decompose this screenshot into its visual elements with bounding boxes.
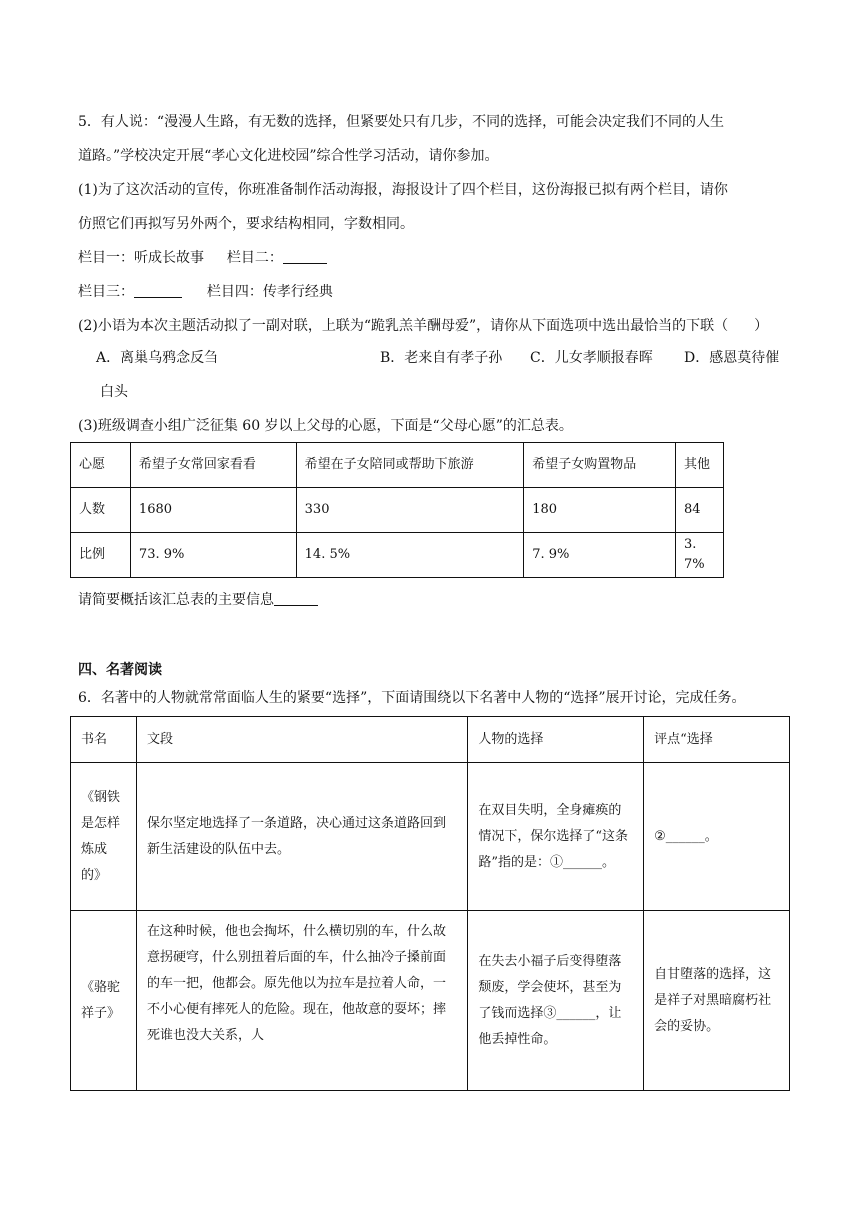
table-cell: 其他 — [675, 443, 723, 488]
table-row — [71, 763, 790, 911]
book-title: 《骆驼祥子》 — [71, 911, 137, 1091]
comment: 自甘堕落的选择，这是祥子对黑暗腐朽社会的妥协。 — [644, 911, 790, 1091]
q5-sub1-line2: 仿照它们再拟写另外两个，要求结构相同，字数相同。 — [78, 216, 414, 232]
table-cell: 人数 — [71, 488, 131, 533]
table-cell: 3. 7% — [675, 533, 723, 578]
option-a: A．离巢乌鸦念反刍 — [96, 350, 219, 366]
table-cell: 330 — [296, 488, 524, 533]
table-header-row — [71, 717, 790, 763]
column-4: 栏目四：传孝行经典 — [206, 284, 333, 300]
summary-line — [78, 590, 318, 610]
character-choice: 在双目失明，全身瘫痪的情况下，保尔选择了“这条路”指的是：①______。 — [468, 763, 644, 911]
option-c: C．儿女孝顺报春晖 — [530, 350, 653, 366]
table-row — [71, 443, 724, 488]
classics-table — [70, 716, 790, 1091]
table-cell: 希望子女购置物品 — [524, 443, 676, 488]
table-cell: 心愿 — [71, 443, 131, 488]
table-cell: 比例 — [71, 533, 131, 578]
summary-blank[interactable] — [274, 591, 318, 606]
table-cell: 14. 5% — [296, 533, 524, 578]
q5-sub2-close: ） — [754, 318, 769, 334]
section-title: 四、名著阅读 — [78, 662, 162, 678]
column-line-2 — [78, 282, 333, 302]
q6-intro: 6．名著中的人物就常常面临人生的紧要“选择”，下面请围绕以下名著中人物的“选择”展开讨论，完成任务。 — [78, 690, 746, 706]
column-3-blank[interactable] — [134, 283, 182, 298]
q5-intro-line1: 5．有人说：“漫漫人生路，有无数的选择，但紧要处只有几步，不同的选择，可能会决定我们不同的人生 — [78, 114, 725, 130]
passage: 保尔坚定地选择了一条道路，决心通过这条道路回到新生活建设的队伍中去。 — [136, 763, 467, 911]
table-cell: 73. 9% — [130, 533, 296, 578]
q5-sub2-text: (2)小语为本次主题活动拟了一副对联，上联为“跪乳羔羊酬母爱”，请你从下面选项中选出最恰当的下联（ — [78, 318, 729, 334]
header-cell: 人物的选择 — [468, 717, 644, 763]
table-cell: 180 — [524, 488, 676, 533]
character-choice: 在失去小福子后变得堕落颓废，学会使坏，甚至为了钱而选择③______，让他丢掉性命。 — [468, 911, 644, 1091]
column-2-blank[interactable] — [283, 249, 327, 264]
option-d: D．感恩莫待催 — [684, 350, 780, 366]
table-row — [71, 533, 724, 578]
column-3-label: 栏目三： — [78, 284, 134, 300]
passage: 在这种时候，他也会掏坏，什么横切别的车，什么故意拐硬穹，什么别扭着后面的车，什么抽冷子搡前面的车一把，他都会。原先他以为拉车是拉着人命，一不小心便有摔死人的危险。现在，他故意的耍坏；摔死谁也没大关系，人 — [136, 911, 467, 1091]
option-b: B．老来自有孝子孙 — [380, 350, 503, 366]
q5-sub1-line1: (1)为了这次活动的宣传，你班准备制作活动海报，海报设计了四个栏目，这份海报已拟有两个栏目，请你 — [78, 182, 728, 198]
table-cell: 希望在子女陪同或帮助下旅游 — [296, 443, 524, 488]
table-cell: 希望子女常回家看看 — [130, 443, 296, 488]
table-row — [71, 911, 790, 1091]
header-cell: 评点“选择 — [644, 717, 790, 763]
option-d-cont: 白头 — [100, 384, 128, 400]
q5-sub2 — [78, 316, 768, 336]
table-row — [71, 488, 724, 533]
table-cell: 7. 9% — [524, 533, 676, 578]
wish-survey-table — [70, 442, 724, 578]
comment: ②______。 — [644, 763, 790, 911]
q5-intro-line2: 道路。”学校决定开展“孝心文化进校园”综合性学习活动，请你参加。 — [78, 148, 499, 164]
column-2-label: 栏目二： — [226, 250, 283, 266]
book-title: 《钢铁是怎样炼成的》 — [71, 763, 137, 911]
header-cell: 文段 — [136, 717, 467, 763]
header-cell: 书名 — [71, 717, 137, 763]
table-cell: 1680 — [130, 488, 296, 533]
summary-prompt: 请简要概括该汇总表的主要信息 — [78, 592, 274, 608]
column-line-1 — [78, 248, 327, 268]
q5-sub3: (3)班级调查小组广泛征集 60 岁以上父母的心愿，下面是“父母心愿”的汇总表。 — [78, 418, 573, 434]
column-1: 栏目一：听成长故事 — [78, 250, 204, 266]
table-cell: 84 — [675, 488, 723, 533]
